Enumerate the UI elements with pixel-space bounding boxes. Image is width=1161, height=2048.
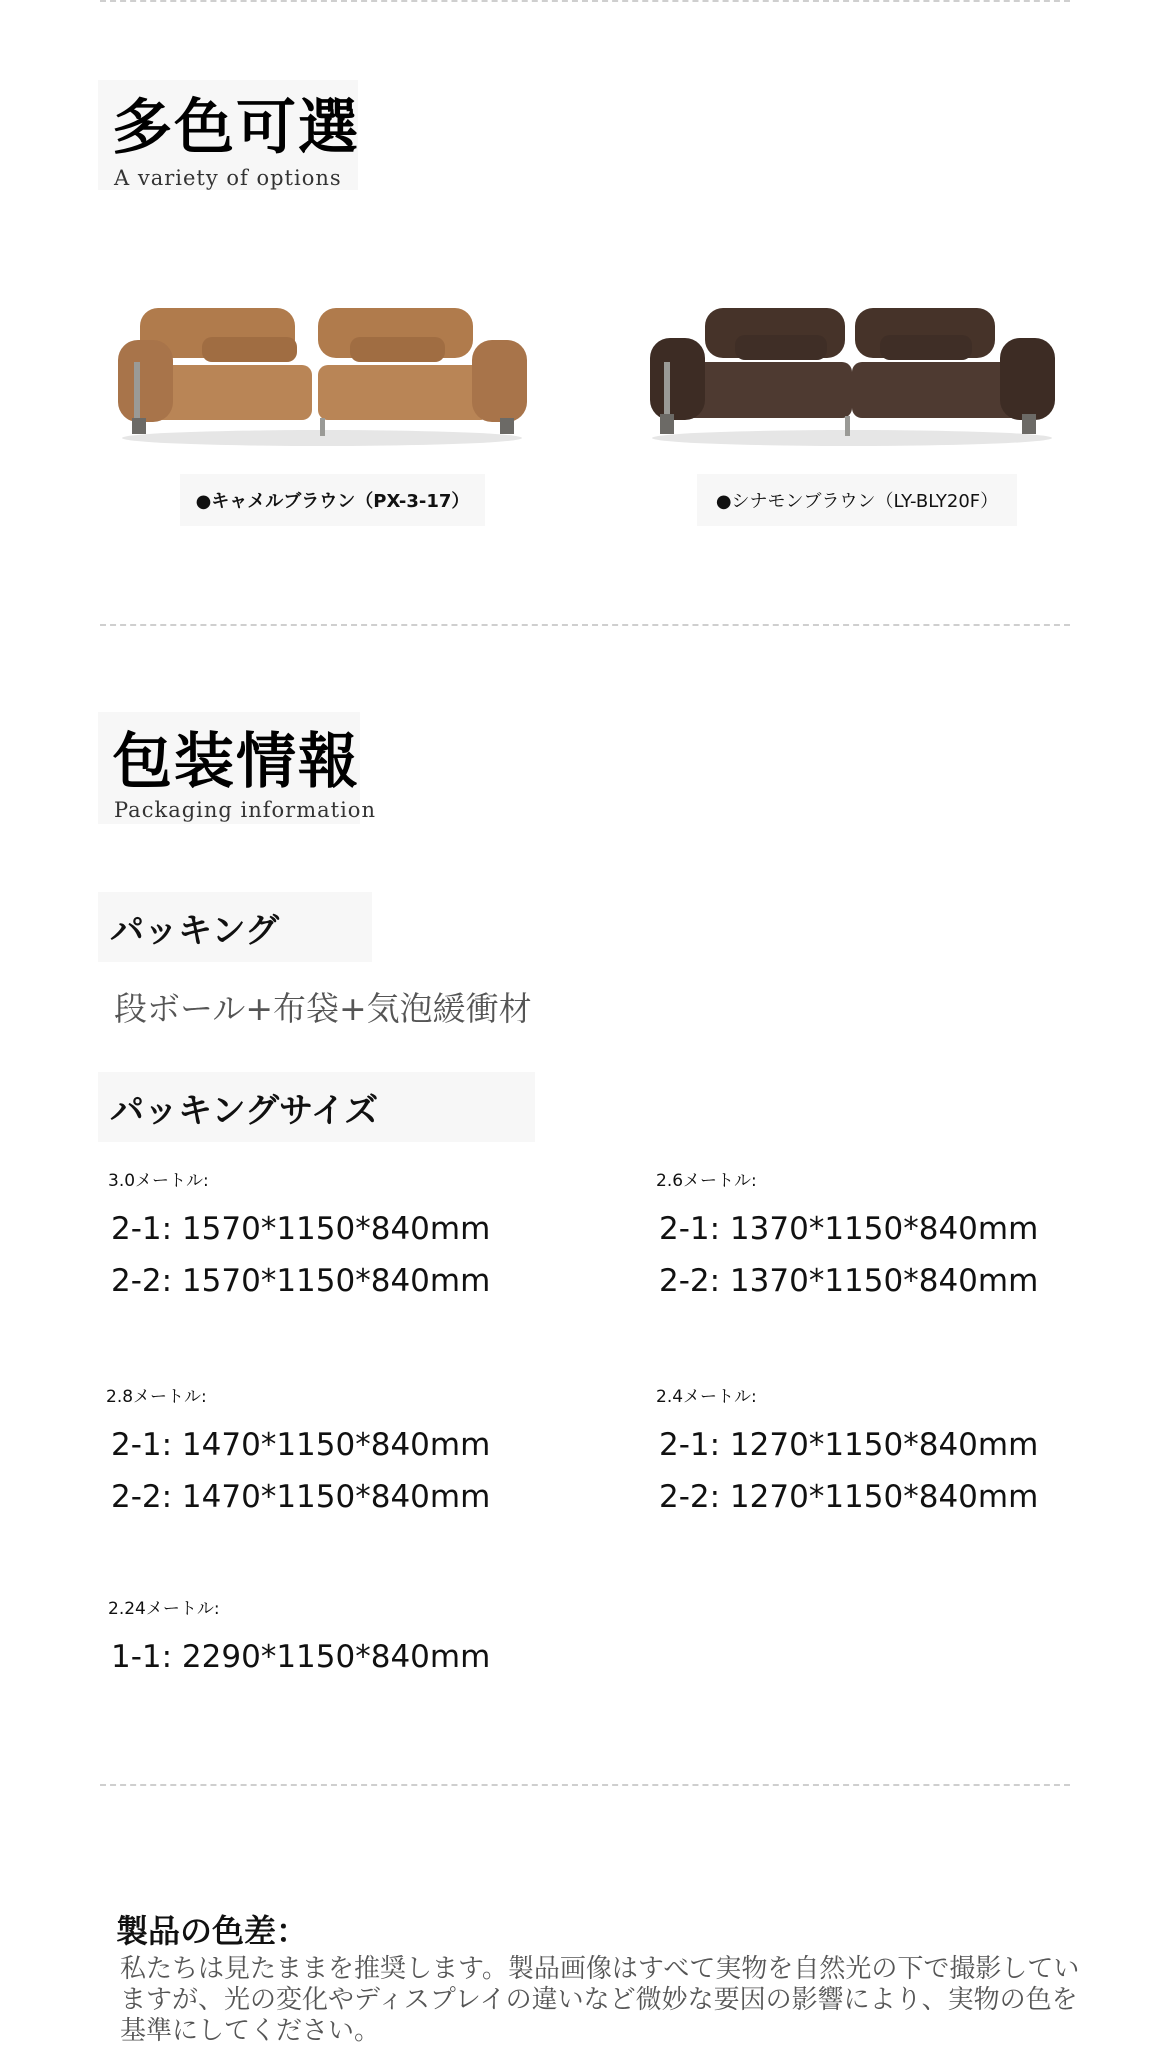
size-line: 2-2: 1270*1150*840mm xyxy=(659,1479,1039,1515)
sofa-cinnamon-image xyxy=(640,300,1065,450)
packing-size-heading-box xyxy=(98,1072,535,1142)
size-label: 2.6メートル: xyxy=(656,1171,757,1191)
packaging-title: 包装情報 xyxy=(112,727,360,797)
size-label: 2.4メートル: xyxy=(656,1387,757,1407)
packing-heading-box xyxy=(98,892,372,962)
colors-title: 多色可選 xyxy=(112,93,360,163)
size-block-2-6 xyxy=(656,1166,1038,1299)
color-option-camel xyxy=(180,474,485,526)
size-line: 2-2: 1470*1150*840mm xyxy=(111,1479,491,1515)
size-block-2-4 xyxy=(656,1382,1038,1515)
size-label: 2.24メートル: xyxy=(108,1599,220,1619)
size-line: 2-2: 1370*1150*840mm xyxy=(659,1263,1039,1299)
color-option-camel-label: ●キャメルブラウン（PX-3-17） xyxy=(195,491,470,512)
color-option-cinnamon-label: ●シナモンブラウン（LY-BLY20F） xyxy=(715,491,999,512)
packing-heading: パッキング xyxy=(110,910,279,951)
size-block-2-8 xyxy=(106,1382,490,1515)
color-option-cinnamon xyxy=(697,474,1017,526)
size-line: 1-1: 2290*1150*840mm xyxy=(111,1639,491,1675)
colors-subtitle: A variety of options xyxy=(114,166,342,190)
size-block-2-24 xyxy=(108,1594,490,1675)
packing-size-heading: パッキングサイズ xyxy=(110,1090,379,1131)
size-block-3-0 xyxy=(108,1166,490,1299)
size-label: 3.0メートル: xyxy=(108,1171,209,1191)
sofa-camel-image xyxy=(110,300,535,450)
divider xyxy=(100,1784,1070,1786)
size-line: 2-2: 1570*1150*840mm xyxy=(111,1263,491,1299)
packing-text: 段ボール+布袋+気泡緩衝材 xyxy=(114,989,532,1028)
size-label: 2.8メートル: xyxy=(106,1387,207,1407)
color-note-title: 製品の色差： xyxy=(116,1912,309,1950)
packaging-subtitle: Packaging information xyxy=(114,798,376,822)
size-line: 2-1: 1570*1150*840mm xyxy=(111,1211,491,1247)
color-note-body: 私たちは見たままを推奨します。製品画像はすべて実物を自然光の下で撮影していますが、光の変化やディスプレイの違いなど微妙な要因の影響により、実物の色を基準にしてください。 xyxy=(120,1954,1080,2046)
size-line: 2-1: 1370*1150*840mm xyxy=(659,1211,1039,1247)
size-line: 2-1: 1470*1150*840mm xyxy=(111,1427,491,1463)
divider xyxy=(100,624,1070,626)
divider xyxy=(100,0,1070,2)
size-line: 2-1: 1270*1150*840mm xyxy=(659,1427,1039,1463)
